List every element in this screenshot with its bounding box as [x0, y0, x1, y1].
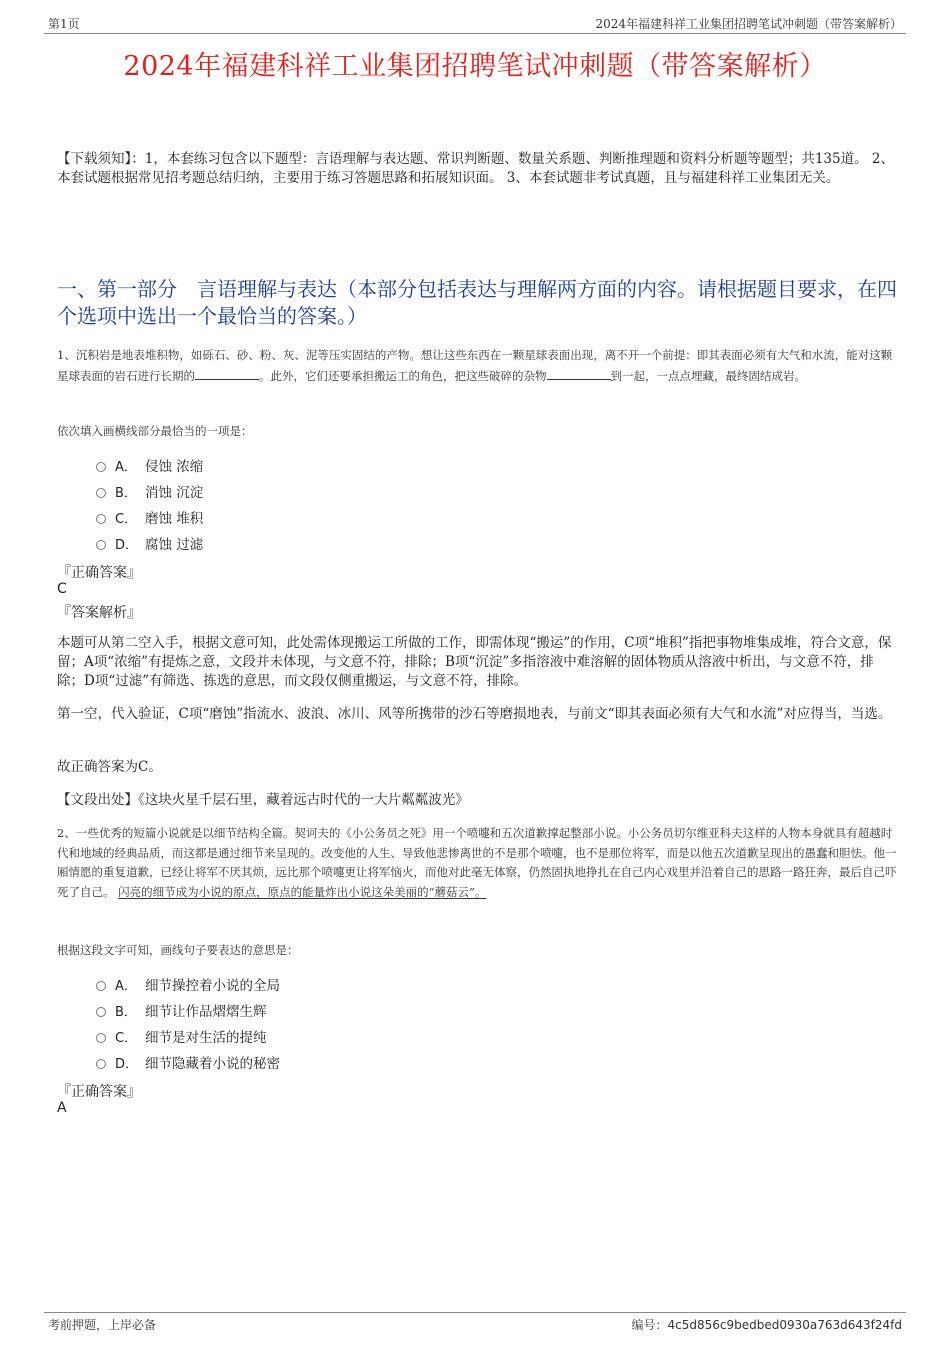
q1-source: 【文段出处】《这块火星千层石里，藏着远古时代的一大片粼粼波光》	[57, 792, 469, 808]
q1-answer: C	[57, 581, 67, 597]
section-title: 一、第一部分 言语理解与表达（本部分包括表达与理解两方面的内容。请根据题目要求，在四个选项中选出一个最恰当的答案。）	[57, 277, 897, 328]
radio-icon[interactable]	[96, 1033, 106, 1043]
question-2-prompt: 根据这段文字可知，画线句子要表达的意思是：	[57, 943, 299, 957]
q2-option-a[interactable]: A． 细节操控着小说的全局	[96, 971, 280, 997]
q1-option-c[interactable]: C． 磨蚀 堆积	[96, 504, 203, 530]
q1-option-b[interactable]: B． 消蚀 沉淀	[96, 478, 203, 504]
radio-icon[interactable]	[96, 514, 106, 524]
document-title: 2024年福建科祥工业集团招聘笔试冲刺题（带答案解析）	[123, 51, 827, 82]
radio-icon[interactable]	[96, 1059, 106, 1069]
q2-option-d[interactable]: D． 细节隐藏着小说的秘密	[96, 1049, 280, 1075]
page-number: 第1页	[48, 17, 80, 31]
q1-analysis-paragraph-2: 第一空，代入验证，C项“磨蚀”指流水、波浪、冰川、风等所携带的沙石等磨损地表，与前文“即其表面必须有大气和水流”对应得当，当选。	[57, 706, 892, 722]
q1-option-a[interactable]: A． 侵蚀 浓缩	[96, 452, 203, 478]
header-doc-title: 2024年福建科祥工业集团招聘笔试冲刺题（带答案解析）	[595, 17, 902, 31]
page-footer	[44, 1312, 906, 1334]
q2-answer: A	[57, 1100, 67, 1116]
radio-icon[interactable]	[96, 462, 106, 472]
q2-option-b[interactable]: B． 细节让作品熠熠生辉	[96, 997, 280, 1023]
question-1-prompt: 依次填入画横线部分最恰当的一项是：	[57, 424, 253, 438]
radio-icon[interactable]	[96, 488, 106, 498]
radio-icon[interactable]	[96, 1007, 106, 1017]
q1-analysis-paragraph-1: 本题可从第二空入手，根据文意可知，此处需体现搬运工所做的工作，即需体现“搬运”的作用，C项“堆积”指把事物堆集成堆，符合文意，保留；A项“浓缩”有提炼之意，文段并未体现，与文意不符，排除；B项“沉淀”多指溶液中难溶解的固体物质从溶液中析出，与文意不符，排除；D项“过滤”有筛选、拣选的意思，而文段仅侧重搬运，与文意不符，排除。	[57, 635, 892, 689]
footer-slogan: 考前押题，上岸必备	[48, 1318, 157, 1332]
q1-analysis-label: 『答案解析』	[57, 605, 141, 621]
radio-icon[interactable]	[96, 981, 106, 991]
footer-code: 编号：4c5d856c9bedbed0930a763d643f24fd	[631, 1318, 902, 1332]
radio-icon[interactable]	[96, 540, 106, 550]
question-2-options	[96, 971, 280, 1075]
q1-answer-label: 『正确答案』	[57, 565, 141, 581]
q1-option-d[interactable]: D． 腐蚀 过滤	[96, 530, 203, 556]
q1-analysis-paragraph-3: 故正确答案为C。	[57, 759, 162, 775]
download-notice: 【下载须知】：1，本套练习包含以下题型：言语理解与表达题、常识判断题、数量关系题、判断推理题和资料分析题等题型；共135道。 2、本套试题根据常见招考题总结归纳，主要用于练习答题思路和拓展知识面。 3、本套试题非考试真题，且与福建科祥工业集团无关。	[57, 151, 894, 186]
q2-option-c[interactable]: C． 细节是对生活的提纯	[96, 1023, 280, 1049]
fill-blank-1	[195, 368, 259, 380]
underlined-sentence: 闪亮的细节成为小说的原点，原点的能量炸出小说这朵美丽的“蘑菇云”。	[118, 884, 487, 899]
page-header	[44, 12, 906, 34]
question-1-options	[96, 452, 203, 556]
question-1-text: 1、沉积岩是地表堆积物，如砾石、砂、粉、灰、泥等压实固结的产物。想让这些东西在一颗星球表面出现，离不开一个前提：即其表面必须有大气和水流，能对这颗星球表面的岩石进行长期的 。此外，它们还要承担搬运工的角色，把这些破碎的杂物 到一起，一点点埋藏，最终固结成岩。	[57, 348, 893, 383]
question-2-text: 2、一些优秀的短篇小说就是以细节结构全篇。契诃夫的《小公务员之死》用一个喷嚏和五次道歉撑起整部小说。小公务员切尔维亚科夫这样的人物本身就具有超越时代和地域的经典品质，而这都是通过细节来呈现的。改变他的人生、导致他悲惨离世的不是那个喷嚏，也不是那位将军，而是以他五次道歉呈现出的愚蠢和胆怯。他一厢情愿的重复道歉，已经让将军不厌其烦，远比那个喷嚏更让将军恼火，而他对此毫无体察，仍然固执地挣扎在自己内心戏里并沿着自己的思路一路狂奔，最后自己吓死了自己。 闪亮的细节成为小说的原点，原点的能量炸出小说这朵美丽的“蘑菇云”。	[57, 826, 897, 899]
q2-answer-label: 『正确答案』	[57, 1084, 141, 1100]
fill-blank-2	[547, 368, 611, 380]
